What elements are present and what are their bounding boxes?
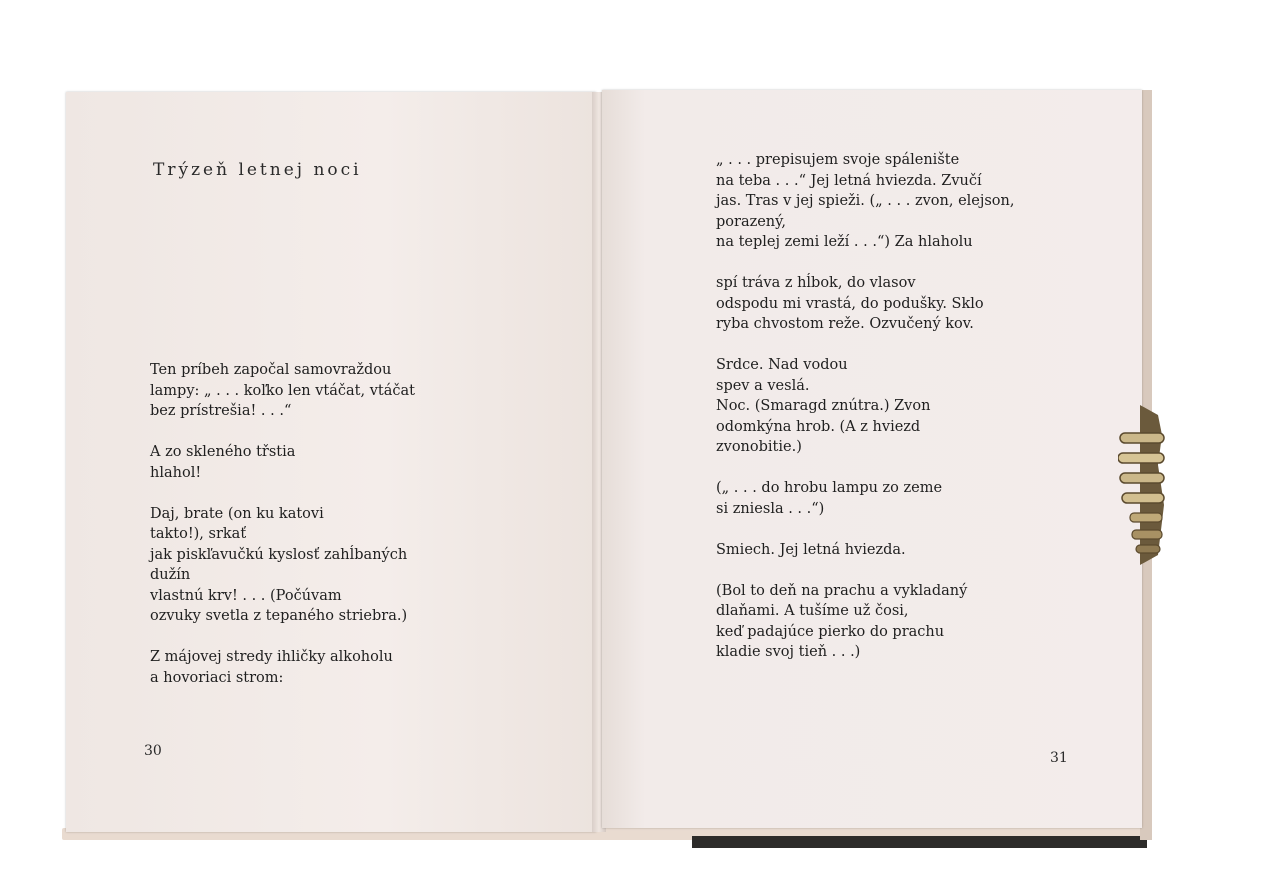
poem-line: Daj, brate (on ku katovi bbox=[150, 505, 324, 522]
stanza bbox=[150, 442, 530, 483]
poem-line: dužín bbox=[150, 567, 191, 583]
stanza bbox=[150, 504, 530, 627]
poem-line: keď padajúce pierko do prachu bbox=[716, 623, 945, 640]
poem-line: porazený, bbox=[716, 213, 787, 230]
poem-line: spev a veslá. bbox=[716, 377, 810, 394]
poem-line: Srdce. Nad vodou bbox=[716, 357, 848, 373]
stanza bbox=[716, 355, 1096, 458]
stanza bbox=[150, 647, 530, 688]
book-clasp-icon bbox=[1118, 405, 1170, 565]
page-number-left: 30 bbox=[144, 743, 162, 759]
stanza bbox=[716, 540, 1096, 561]
book-cover-dark-edge bbox=[692, 836, 1147, 848]
poem-line: na teplej zemi leží . . .“) Za hlaholu bbox=[716, 234, 973, 250]
poem-line: takto!), srkať bbox=[150, 526, 247, 542]
poem-line: Z májovej stredy ihličky alkoholu bbox=[150, 649, 393, 665]
poem-line: „ . . . prepisujem svoje spálenište bbox=[716, 152, 960, 168]
poem-line: Ten príbeh započal samovraždou bbox=[150, 362, 392, 378]
right-page bbox=[602, 90, 1142, 828]
poem-line: odspodu mi vrastá, do podušky. Sklo bbox=[716, 295, 984, 312]
left-page-text bbox=[150, 360, 530, 709]
poem-line: spí tráva z hĺbok, do vlasov bbox=[716, 275, 916, 291]
poem-line: si zniesla . . .“) bbox=[716, 500, 825, 517]
poem-line: na teba . . .“ Jej letná hviezda. Zvučí bbox=[716, 172, 982, 189]
poem-line: dlaňami. A tušíme už čosi, bbox=[716, 603, 909, 619]
poem-line: („ . . . do hrobu lampu zo zeme bbox=[716, 480, 943, 496]
poem-line: ozvuky svetla z tepaného striebra.) bbox=[150, 608, 408, 624]
poem-line: Noc. (Smaragd znútra.) Zvon bbox=[716, 398, 931, 414]
poem-line: zvonobitie.) bbox=[716, 439, 802, 455]
poem-line: jak piskľavučkú kyslosť zahĺbaných bbox=[150, 546, 408, 563]
poem-line: (Bol to deň na prachu a vykladaný bbox=[716, 582, 968, 599]
poem-line: odomkýna hrob. (A z hviezd bbox=[716, 418, 921, 435]
poem-line: hlahol! bbox=[150, 464, 202, 481]
stanza bbox=[716, 150, 1096, 253]
stanza bbox=[150, 360, 530, 422]
right-page-text bbox=[716, 150, 1096, 683]
poem-line: lampy: „ . . . koľko len vtáčat, vtáčat bbox=[150, 382, 415, 399]
open-book bbox=[62, 88, 1152, 848]
poem-line: a hovoriaci strom: bbox=[150, 669, 284, 686]
stanza bbox=[716, 273, 1096, 335]
page-number-right: 31 bbox=[1050, 750, 1068, 766]
poem-line: vlastnú krv! . . . (Počúvam bbox=[150, 587, 342, 604]
poem-line: bez prístrešia! . . .“ bbox=[150, 403, 292, 419]
poem-line: kladie svoj tieň . . .) bbox=[716, 644, 861, 660]
poem-line: A zo skleného třstia bbox=[150, 444, 296, 460]
poem-line: Smiech. Jej letná hviezda. bbox=[716, 541, 906, 558]
poem-line: ryba chvostom reže. Ozvučený kov. bbox=[716, 316, 974, 332]
poem-title: Trýzeň letnej noci bbox=[153, 160, 362, 180]
left-page bbox=[66, 92, 596, 832]
poem-line: jas. Tras v jej spieži. („ . . . zvon, elejson, bbox=[716, 193, 1015, 209]
stanza bbox=[716, 581, 1096, 663]
stanza bbox=[716, 478, 1096, 519]
